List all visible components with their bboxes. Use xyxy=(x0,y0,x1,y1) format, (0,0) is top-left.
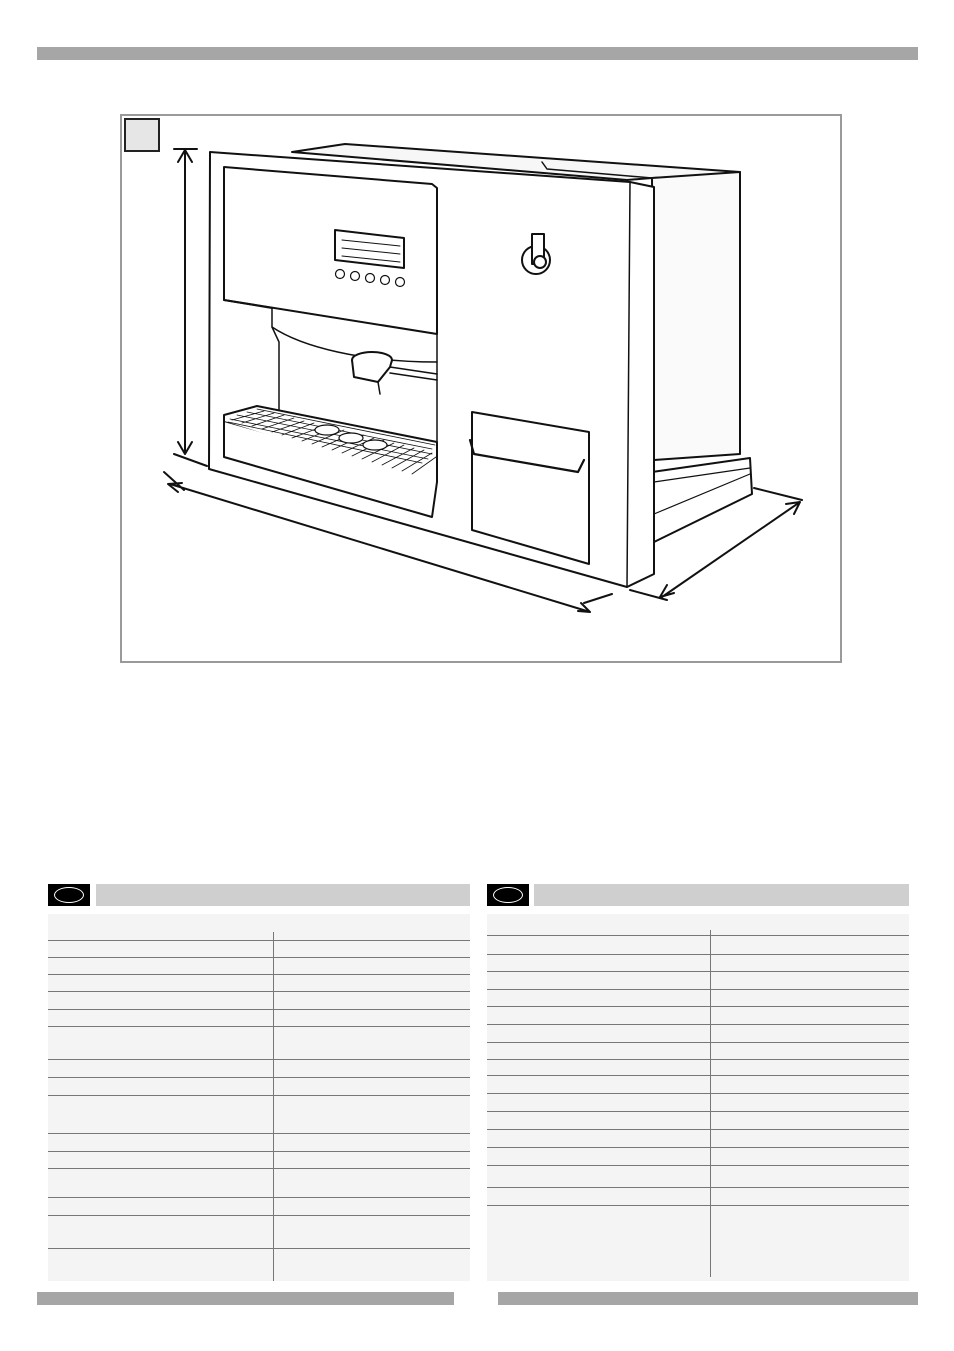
table-row xyxy=(487,1059,909,1060)
table-row xyxy=(48,957,470,958)
table-row xyxy=(487,971,909,972)
top-header-bar xyxy=(37,47,918,60)
language-code-right xyxy=(493,887,523,903)
spec-table-left xyxy=(48,914,470,1281)
coffee-machine-illustration xyxy=(122,116,840,661)
table-row xyxy=(48,940,470,941)
language-badge-right xyxy=(487,884,529,906)
table-row xyxy=(48,1133,470,1134)
column-divider-right xyxy=(710,930,711,1277)
table-row xyxy=(487,1024,909,1025)
column-divider-left xyxy=(273,932,274,1281)
table-row xyxy=(487,1205,909,1206)
table-row xyxy=(48,974,470,975)
table-row xyxy=(48,1151,470,1152)
table-row xyxy=(48,991,470,992)
table-row xyxy=(48,1009,470,1010)
table-row xyxy=(487,1187,909,1188)
figure-frame xyxy=(120,114,842,663)
table-row xyxy=(48,1026,470,1027)
table-row xyxy=(487,1093,909,1094)
table-row xyxy=(487,1111,909,1112)
language-code-left xyxy=(54,887,84,903)
table-row xyxy=(487,1042,909,1043)
spec-panel-right xyxy=(487,884,909,1281)
bottom-bar-left xyxy=(37,1292,454,1305)
table-row xyxy=(48,1215,470,1216)
table-row xyxy=(487,1147,909,1148)
table-row xyxy=(487,935,909,936)
panel-heading-left xyxy=(96,884,470,906)
table-row xyxy=(487,1006,909,1007)
table-row xyxy=(487,1129,909,1130)
table-row xyxy=(487,989,909,990)
housing-side xyxy=(652,172,740,460)
language-badge-left xyxy=(48,884,90,906)
panel-heading-right xyxy=(534,884,909,906)
height-dimension xyxy=(174,149,207,466)
rail xyxy=(652,458,752,542)
table-row xyxy=(487,1075,909,1076)
table-row xyxy=(48,1197,470,1198)
table-row xyxy=(48,1095,470,1096)
spec-table-right xyxy=(487,914,909,1281)
spec-panel-left xyxy=(48,884,470,1281)
table-row xyxy=(48,1059,470,1060)
table-row xyxy=(487,954,909,955)
bottom-bar-right xyxy=(498,1292,918,1305)
table-row xyxy=(48,1077,470,1078)
table-row xyxy=(48,1248,470,1249)
table-row xyxy=(48,1168,470,1169)
table-row xyxy=(487,1165,909,1166)
